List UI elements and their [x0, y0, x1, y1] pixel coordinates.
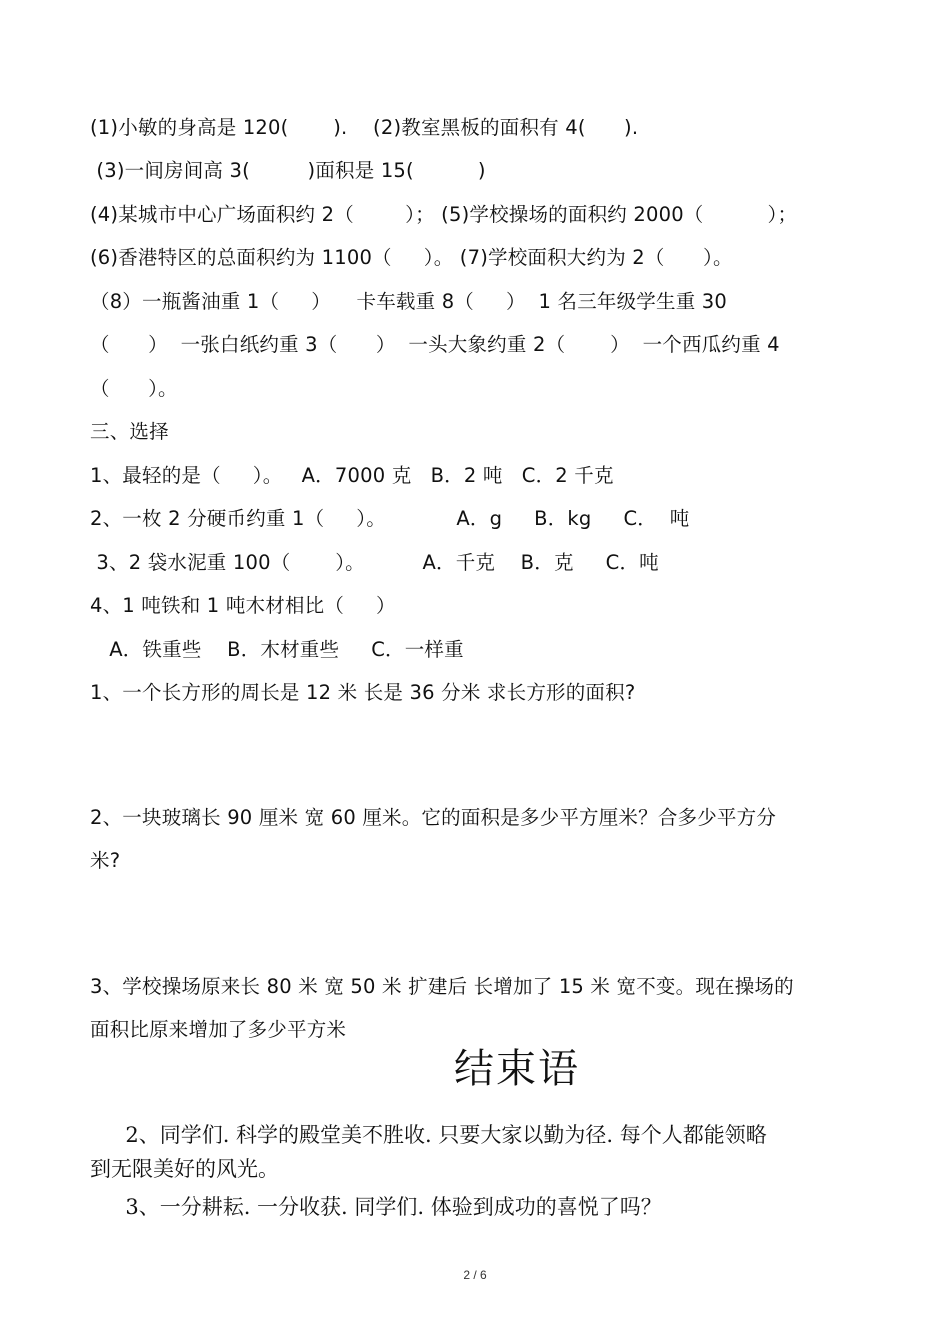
fill-blank-line-2: (3)一间房间高 3( )面积是 15( ) — [90, 159, 486, 182]
fill-blank-line-6: （ ） 一张白纸约重 3（ ） 一头大象约重 2（ ） 一个西瓜约重 4 — [90, 333, 780, 356]
problem-2: 2、一块玻璃长 90 厘米 宽 60 厘米。它的面积是多少平方厘米？合多少平方分 — [90, 806, 777, 829]
fill-blank-line-1: (1)小敏的身高是 120( ). (2)教室黑板的面积有 4( ). — [90, 116, 639, 139]
closing-line-2: 到无限美好的风光。 — [90, 1157, 279, 1181]
choice-item-1: 1、最轻的是（ ）。 A．7000 克 B．2 吨 C．2 千克 — [90, 464, 614, 487]
choice-item-4-options: A．铁重些 B．木材重些 C．一样重 — [90, 638, 464, 661]
choice-item-2: 2、一枚 2 分硬币约重 1（ ）。 A．g B．kg C． 吨 — [90, 507, 690, 530]
fill-blank-line-4: (6)香港特区的总面积约为 1100（ ）。 (7)学校面积大约为 2（ ）。 — [90, 246, 733, 269]
closing-line-1: 2、同学们. 科学的殿堂美不胜收. 只要大家以勤为径. 每个人都能领略 — [112, 1123, 767, 1147]
choice-item-3: 3、2 袋水泥重 100（ ）。 A．千克 B．克 C．吨 — [90, 551, 659, 574]
problem-3-continued: 面积比原来增加了多少平方米 — [90, 1018, 347, 1041]
fill-blank-line-7: （ ）。 — [90, 377, 178, 400]
choice-item-4: 4、1 吨铁和 1 吨木材相比（ ） — [90, 594, 396, 617]
problem-1: 1、一个长方形的周长是 12 米 长是 36 分米 求长方形的面积? — [90, 681, 636, 704]
problem-3: 3、学校操场原来长 80 米 宽 50 米 扩建后 长增加了 15 米 宽不变。现在操场的 — [90, 975, 794, 998]
closing-title: 结束语 — [454, 1046, 580, 1092]
problem-2-continued: 米? — [90, 849, 121, 872]
page-number: 2 / 6 — [463, 1268, 487, 1282]
closing-line-3: 3、一分耕耘. 一分收获. 同学们. 体验到成功的喜悦了吗？ — [112, 1195, 662, 1219]
fill-blank-line-5: （8）一瓶酱油重 1（ ） 卡车载重 8（ ） 1 名三年级学生重 30 — [90, 290, 728, 313]
fill-blank-line-3: (4)某城市中心广场面积约 2（ ）； (5)学校操场的面积约 2000（ ）； — [90, 203, 798, 226]
section-heading-choice: 三、选择 — [90, 420, 169, 443]
